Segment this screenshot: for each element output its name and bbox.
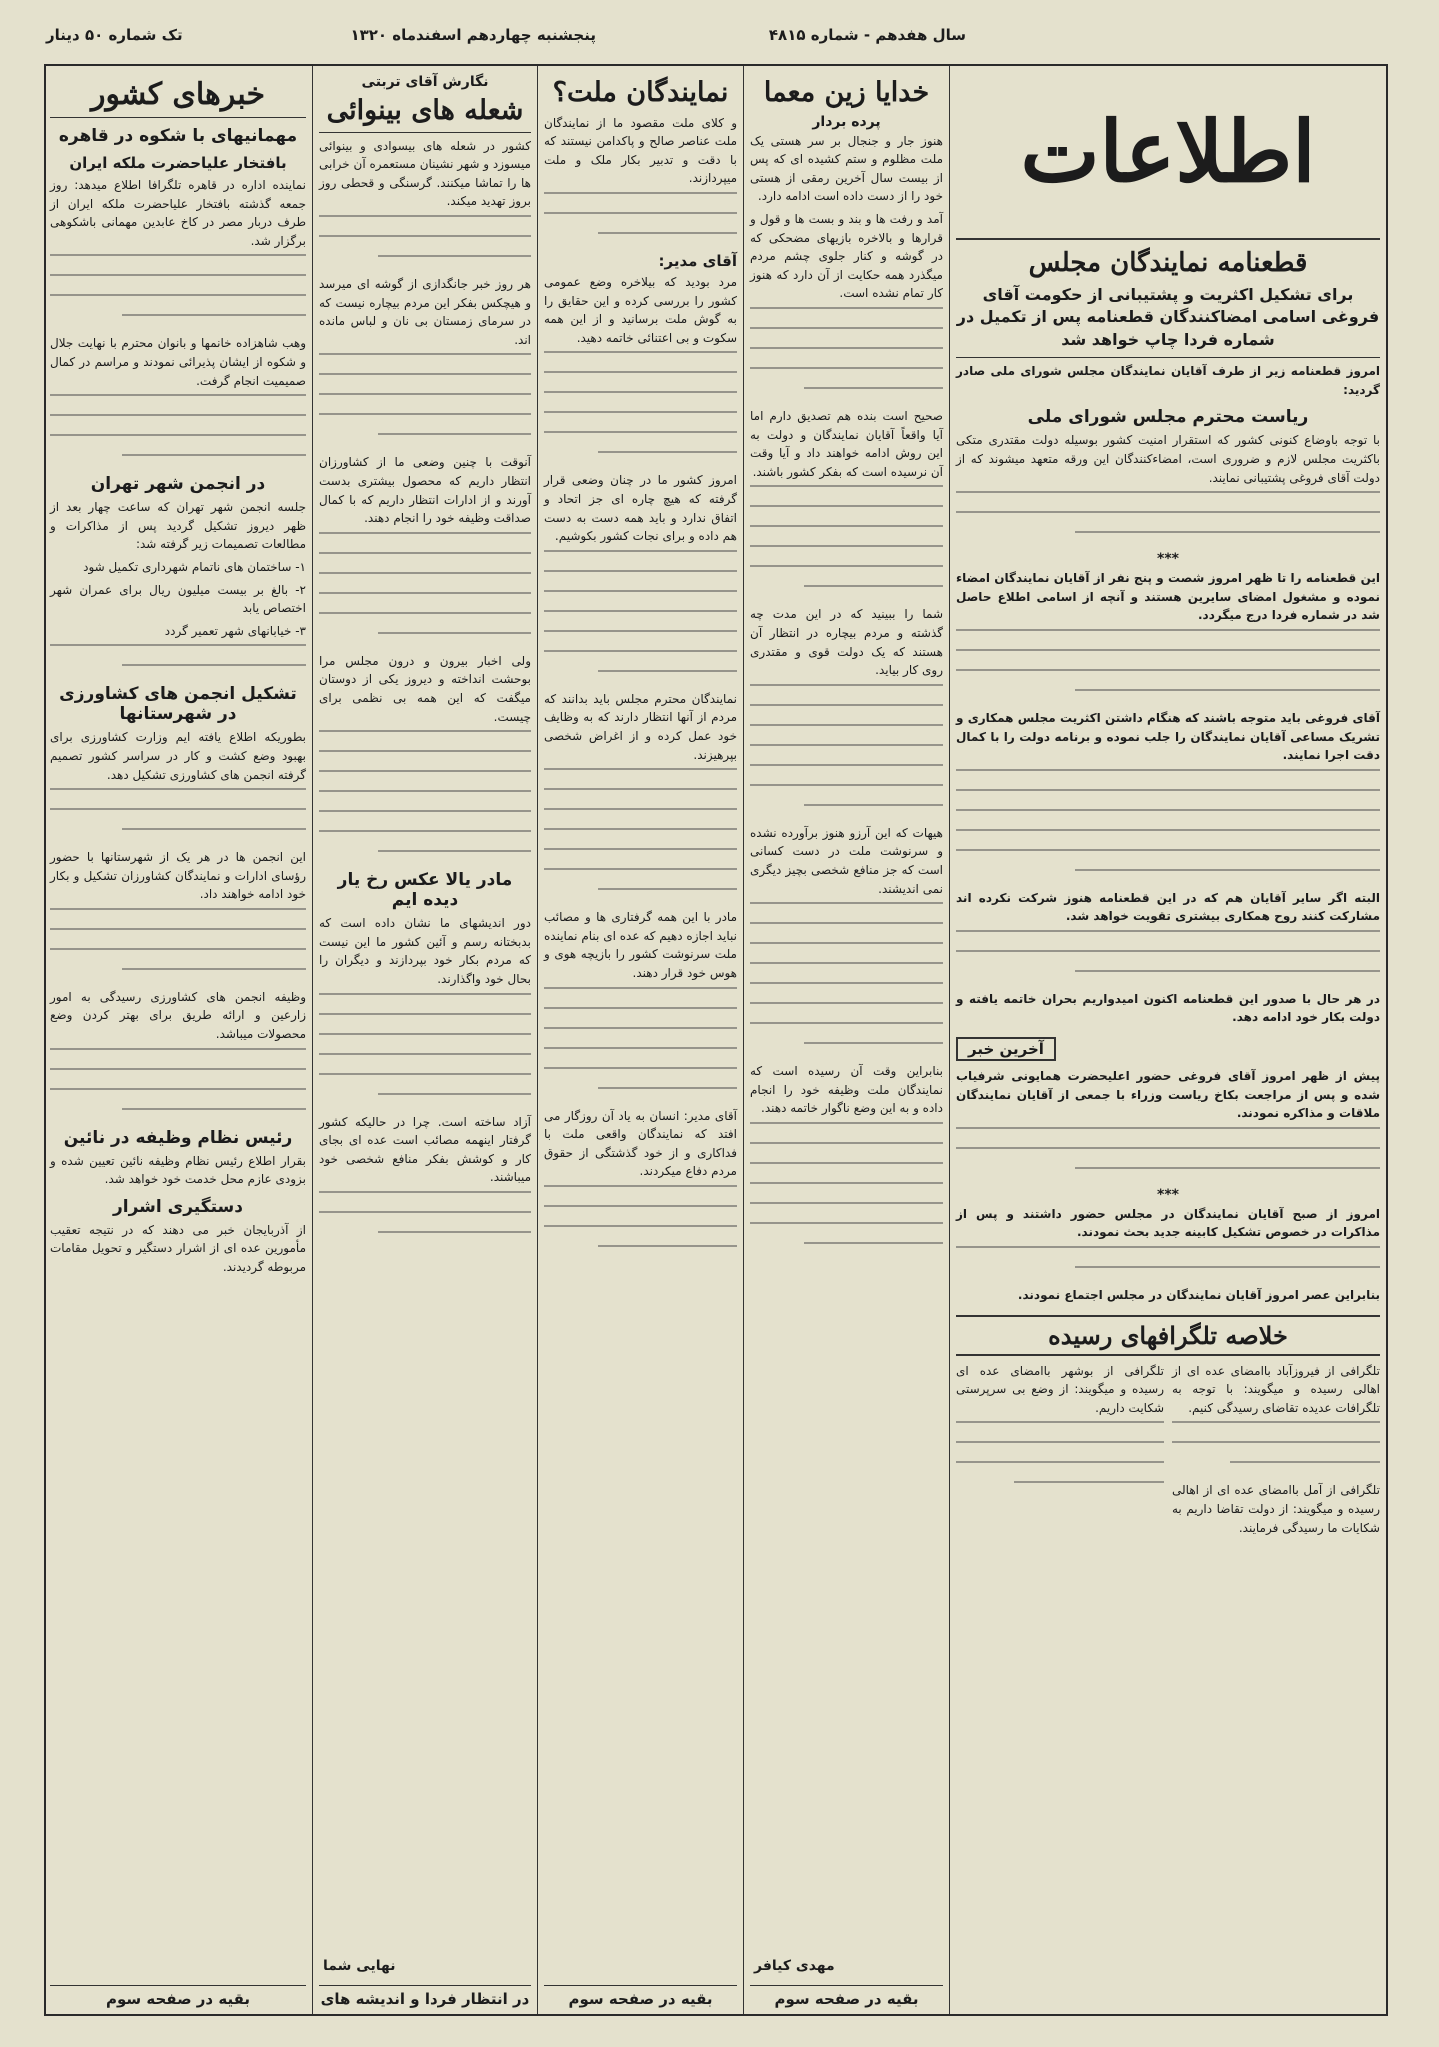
representatives-paragraph-4: نمایندگان محترم مجلس باید بدانند که مردم از آنها انتظار دارند که به وظایف خود عمل کرده و از اغراض شخصی بپرهیزند. bbox=[544, 691, 737, 762]
poverty-paragraph-1: کشور در شعله های بیسوادی و بینوائی میسوزد و شهر نشینان مستعمره آن خرابی ها را تماشا میکنند. گرسنگی و قحطی روز بروز تهدید میکند. bbox=[319, 138, 531, 209]
riddle-paragraph-6: بنابراین وقت آن رسیده است که نمایندگان ملت وظیفه خود را انجام داده و به این وضع ناگوار خاتمه دهند. bbox=[750, 1064, 943, 1116]
representatives-continued: بقیه در صفحه سوم bbox=[544, 1985, 737, 2008]
riddle-headline: خدایا زین معما bbox=[763, 77, 930, 108]
last-news-text-2: امروز از صبح آقایان نمایندگان در مجلس حضور داشتند و پس از مذاکرات در خصوص تشکیل کابینه جدید بحث نمودند. bbox=[956, 1206, 1380, 1240]
lead-paragraph-1: با توجه باوضاع کنونی کشور که استقرار امنیت کشور بوسیله دولت مقتدری متکی باکثریت مجلس لازم و ضروری است، امضاءکنندگان این ورقه متعهد میشوند که از دولت آقای فروغی پشتیبانی نمایند. bbox=[956, 433, 1380, 485]
riddle-paragraph-5: هیهات که این آرزو هنوز برآورده نشده و سرنوشت ملت در دست کسانی است که جز منافع شخصی بچیز دیگری نمی اندیشند. bbox=[750, 825, 943, 896]
country-news-paragraph-2: وهب شاهزاده خانمها و بانوان محترم با نهایت جلال و شکوه از ایشان پذیرائی نمودند و مراسم در کمال صمیمیت انجام گرفت. bbox=[50, 336, 306, 388]
year-issue: سال هفدهم - شماره ۴۸۱۵ bbox=[768, 26, 966, 44]
country-news-column bbox=[44, 66, 312, 2014]
telegram-3: تلگرافی از آمل باامضای عده ای از اهالی رسیده و میگویند: از دولت تقاضا داریم به شکایات ما رسیدگی فرمایند. bbox=[1172, 1483, 1380, 1535]
last-news-text-3: بنابراین عصر امروز آقایان نمایندگان در مجلس اجتماع نمودند. bbox=[1017, 1288, 1380, 1303]
country-news-paragraph-8: از آذربایجان خبر می دهند که در نتیجه تعقیب مأمورین عده ای از اشرار دستگیر و تحویل مقامات مربوطه گردیدند. bbox=[50, 1222, 306, 1275]
country-news-paragraph-4: بطوریکه اطلاع یافته ایم وزارت کشاورزی برای بهبود وضع کشت و کار در سراسر کشور تصمیم گرفته انجمن های کشاورزی تشکیل دهد. bbox=[50, 730, 306, 782]
issue-price: تک شماره ۵۰ دینار bbox=[46, 26, 183, 44]
representatives-headline: نمایندگان ملت؟ bbox=[552, 77, 729, 108]
country-news-paragraph-3: جلسه انجمن شهر تهران که ساعت چهار بعد از ظهر دیروز تشکیل گردید پس از مذاکرات و مطالعات تصمیمات زیر گرفته شد: bbox=[50, 500, 306, 552]
lead-addressee: ریاست محترم مجلس شورای ملی bbox=[1027, 407, 1309, 428]
issue-date: پنجشنبه چهاردهم اسفندماه ۱۳۲۰ bbox=[350, 26, 596, 44]
representatives-column bbox=[538, 66, 743, 2014]
farm-associations-heading: تشکیل انجمن های کشاورزی در شهرستانها bbox=[59, 684, 297, 725]
country-news-paragraph-7: بقرار اطلاع رئیس نظام وظیفه نائین تعیین شده و بزودی عازم محل خدمت خود خواهد شد. bbox=[50, 1153, 306, 1187]
riddle-continued: بقیه در صفحه سوم bbox=[750, 1985, 943, 2008]
poverty-paragraph-3: آنوقت با چنین وضعی ما از کشاورزان انتظار داریم که محصول بیشتری بدست آورند و از ادارات انتظار داریم که با کمال صداقت وظیفه خود را انجام دهند. bbox=[319, 455, 531, 526]
representatives-paragraph-5: مادر با این همه گرفتاری ها و مصائب نباید اجازه دهیم که عده ای بنام نماینده ملت سرنوشت کشور را بازیچه هوی و هوس خود قرار دهند. bbox=[544, 910, 737, 980]
country-news-paragraph-6: وظیفه انجمن های کشاورزی رسیدگی به امور زارعین و ارائه طریق برای بهتر کردن وضع محصولات میباشد. bbox=[50, 989, 306, 1042]
poverty-paragraph-4: ولی اخبار بیرون و درون مجلس مرا بوحشت انداخته و دیروز یکی از دوستان میگفت که این همه بی نظمی برای چیست. bbox=[319, 653, 531, 724]
country-news-paragraph-1: نماینده اداره در قاهره تلگرافا اطلاع میدهد: روز جمعه گذشته بافتخار علیاحضرت ملکه ایران از طرف دربار مصر در کاخ عابدین مهمانی باشکوهی برگزار شد. bbox=[50, 178, 306, 248]
country-news-continued: بقیه در صفحه سوم bbox=[50, 1985, 306, 2008]
poverty-paragraph-2: هر روز خبر جانگدازی از گوشه ای میرسد و هیچکس بفکر این مردم بیچاره نیست که در سرمای زمستان بی نان و لباس مانده اند. bbox=[319, 277, 531, 347]
newspaper-page bbox=[44, 26, 1388, 2016]
lead-paragraph-4: البته اگر سایر آقایان هم که در این قطعنامه هنوز شرکت نکرده اند مشارکت کنند روح همکاری بیشتری تقویت خواهد شد. bbox=[956, 890, 1380, 924]
riddle-column bbox=[744, 66, 949, 2014]
poverty-kicker: نگارش آقای تربتی bbox=[361, 74, 489, 90]
poverty-mother-heading: مادر یالا عکس رخ یار دیده ایم bbox=[337, 870, 513, 911]
country-news-headline: خبرهای کشور bbox=[90, 77, 266, 112]
country-news-list-2: ۲- بالغ بر بیست میلیون ریال برای عمران شهر اختصاص یابد bbox=[50, 582, 306, 616]
country-news-paragraph-5: این انجمن ها در هر یک از شهرستانها با حضور رؤسای ادارات و نمایندگان کشاورزان تشکیل و بکار خود ادامه خواهند داد. bbox=[50, 850, 306, 902]
lead-column: اطلاعات قطعنامه نمایندگان مجلس برای تشکیل اکثریت و پشتیبانی از حکومت آقای فروغی اسامی امضاکنندگان قطعنامه پس از تکمیل در شماره فردا چاپ خواهد شد امروز قطعنامه زیر از طرف آقایان نمایندگان مجلس شورای ملی صادر گردید: ریاست محترم مجلس شورای ملی با توجه باوضاع کنونی کشور که استقرار امنیت کشور بوسیله دولت مقتدری متکی باکثریت مجلس لازم و ضروری است، امضاءکنندگان این ورقه متعهد میشوند که از دولت آقای فروغی پشتیبانی نمایند. *** این قطعنامه را تا ظهر امروز شصت و پنج نفر از آقایان نمایندگان امضاء نموده و مشغول امضای سایرین هستند و آنچه از اسامی اطلاع حاصل شد در شماره فردا درج میگردد. آقای فروغی باید متوجه باشند که هنگام داشتن اکثریت مجلس همکاری و تشریک مساعی آقایان نمایندگان را جلب نموده و برنامه دولت را با کمال دقت اجرا نمایند. البته اگر سایر آقایان هم که در این قطعنامه هنوز شرکت نکرده اند مشارکت کنند روح همکاری بیشتری تقویت خواهد شد. در هر حال با صدور این قطعنامه اکنون امیدواریم بحران خاتمه یافته و دولت بکار خود ادامه دهد. آخرین خبر پیش از ظهر امروز آقای فروغی حضور اعلیحضرت همایونی شرفیاب شده و پس از مراجعت بکاخ ریاست وزراء با جمعی از آقایان نمایندگان ملاقات و مذاکره نمودند. *** امروز از صبح آقایان نمایندگان در مجلس حضور داشتند و پس از مذاکرات در خصوص تشکیل کابینه جدید بحث نمودند. بنابراین عصر امروز آقایان نمایندگان در مجلس اجتماع نمودند. خلاصه تلگرافهای رسیده تلگرافی از فیروزآباد باامضای عده ای از اهالی رسیده و میگویند: با توجه به تلگرافات عدیده تقاضای رسیدگی کنیم. تلگرافی از آمل باامضای عده ای از اهالی رسیده و میگویند: از دولت تقاضا داریم به شکایات ما رسیدگی فرمایند. تلگرافی از بوشهر باامضای عده ای رسیده و میگویند: از وضع بی سرپرستی شکایت داریم. bbox=[950, 66, 1386, 2014]
bandits-arrest-heading: دستگیری اشرار bbox=[112, 1196, 243, 1217]
poverty-signature: نهایی شما bbox=[323, 1958, 396, 1974]
telegram-1: تلگرافی از فیروزآباد باامضای عده ای از اهالی رسیده و میگویند: با توجه به تلگرافات عدیده تقاضای رسیدگی کنیم. bbox=[1172, 1363, 1380, 1415]
poverty-headline: شعله های بینوائی bbox=[326, 95, 524, 126]
country-news-list-1: ۱- ساختمان های ناتمام شهرداری تکمیل شود bbox=[83, 559, 306, 574]
lead-paragraph-5: در هر حال با صدور این قطعنامه اکنون امیدواریم بحران خاتمه یافته و دولت بکار خود ادامه دهد. bbox=[956, 991, 1380, 1025]
poverty-column bbox=[313, 66, 537, 2014]
riddle-kicker: پرده بردار bbox=[812, 113, 881, 130]
riddle-paragraph-1: هنوز جار و جنجال بر سر هستی یک ملت مظلوم و ستم کشیده ای که پس از بیست سال آخرین رمقی از هستی خود را از دست داده است ادامه دارد. bbox=[750, 133, 943, 204]
lead-subhead: برای تشکیل اکثریت و پشتیبانی از حکومت آقای فروغی اسامی امضاکنندگان قطعنامه پس از تکمیل در شماره فردا چاپ خواهد شد bbox=[956, 285, 1380, 349]
lead-paragraph-3: آقای فروغی باید متوجه باشند که هنگام داشتن اکثریت مجلس همکاری و تشریک مساعی آقایان نمایندگان را جلب نموده و برنامه دولت را با کمال دقت اجرا نمایند. bbox=[956, 710, 1380, 763]
riddle-paragraph-3: صحیح است بنده هم تصدیق دارم اما آیا واقعاً آقایان نمایندگان و دولت به این روش ادامه خواهند داد و آیا وقت آن نرسیده است که بفکر کشور باشند. bbox=[750, 409, 943, 479]
representatives-paragraph-2: مرد بودید که بیلاخره وضع عمومی کشور را بررسی کرده و این حقایق را به گوش ملت برسانید و از این همه سکوت و بی اعتنائی خاتمه دهید. bbox=[544, 275, 737, 345]
lead-paragraph-2: این قطعنامه را تا ظهر امروز شصت و پنج نفر از آقایان نمایندگان امضاء نموده و مشغول امضای سایرین هستند و آنچه از اسامی اطلاع حاصل شد در شماره فردا درج میگردد. bbox=[956, 571, 1380, 623]
riddle-signature: مهدی کیافر bbox=[754, 1958, 835, 1974]
last-news-label: آخرین خبر bbox=[956, 1037, 1056, 1061]
poverty-paragraph-5: دور اندیشهای ما نشان داده است که بدبختانه رسم و آئین کشور ما این نیست که مردم بکار خود بپردازند و دیگران را بحال خود واگذارند. bbox=[319, 916, 531, 986]
masthead-title: اطلاعات bbox=[1020, 102, 1316, 201]
riddle-paragraph-2: آمد و رفت ها و بند و بست ها و قول و قرارها و بالاخره بازیهای مضحکی که در گوشه و کنار جلوی چشم مردم میگذرد همه حکایت از آن دارد که هنوز کار تمام نشده است. bbox=[750, 212, 943, 301]
tehran-council-heading: در انجمن شهر تهران bbox=[90, 474, 266, 495]
dateline-strip bbox=[46, 16, 1386, 56]
poverty-paragraph-6: آزاد ساخته است. چرا در حالیکه کشور گرفتار اینهمه مصائب است عده ای بجای کار و کوشش بفکر منافع شخصی خود میباشند. bbox=[319, 1114, 531, 1185]
telegrams-headline: خلاصه تلگرافهای رسیده bbox=[956, 1315, 1380, 1356]
country-news-sub-1: مهمانیهای با شکوه در قاهره bbox=[58, 126, 298, 146]
representatives-paragraph-6: آقای مدیر: انسان به یاد آن روزگار می افتد که نمایندگان واقعی ملت با فداکاری و از خود گذشتگی از حقوق مردم دفاع میکردند. bbox=[544, 1108, 737, 1179]
last-news-text: پیش از ظهر امروز آقای فروغی حضور اعلیحضرت همایونی شرفیاب شده و پس از مراجعت بکاخ ریاست وزراء با جمعی از آقایان نمایندگان ملاقات و مذاکره نمودند. bbox=[956, 1069, 1380, 1121]
telegram-2: تلگرافی از بوشهر باامضای عده ای رسیده و میگویند: از وضع بی سرپرستی شکایت داریم. bbox=[956, 1363, 1164, 1415]
lead-intro: امروز قطعنامه زیر از طرف آقایان نمایندگان مجلس شورای ملی صادر گردید: bbox=[956, 364, 1380, 397]
representatives-mudir-label: آقای مدیر: bbox=[658, 252, 737, 271]
country-news-sub-2: بافتخار علیاحضرت ملکه ایران bbox=[69, 154, 287, 172]
riddle-paragraph-4: شما را ببینید که در این مدت چه گذشته و مردم بیچاره در انتظار آن هستند که یک دولت قوی و مقتدری روی کار بیاید. bbox=[750, 607, 943, 678]
representatives-paragraph-1: و کلای ملت مقصود ما از نمایندگان ملت عناصر صالح و پاکدامن نیستند که با دقت و تدبیر بکار ملک و ملت میپردازند. bbox=[544, 115, 737, 186]
lead-headline: قطعنامه نمایندگان مجلس bbox=[1028, 248, 1308, 278]
representatives-paragraph-3: امروز کشور ما در چنان وضعی قرار گرفته که هیچ چاره ای جز اتحاد و اتفاق ندارد و باید همه دست به دست هم داده و برای نجات کشور بکوشیم. bbox=[544, 473, 737, 544]
conscription-chief-heading: رئیس نظام وظیفه در نائین bbox=[63, 1127, 293, 1148]
poverty-continued: در انتظار فردا و اندیشه های bbox=[319, 1985, 531, 2008]
country-news-list-3: ۳- خیابانهای شهر تعمیر گردد bbox=[164, 623, 306, 638]
